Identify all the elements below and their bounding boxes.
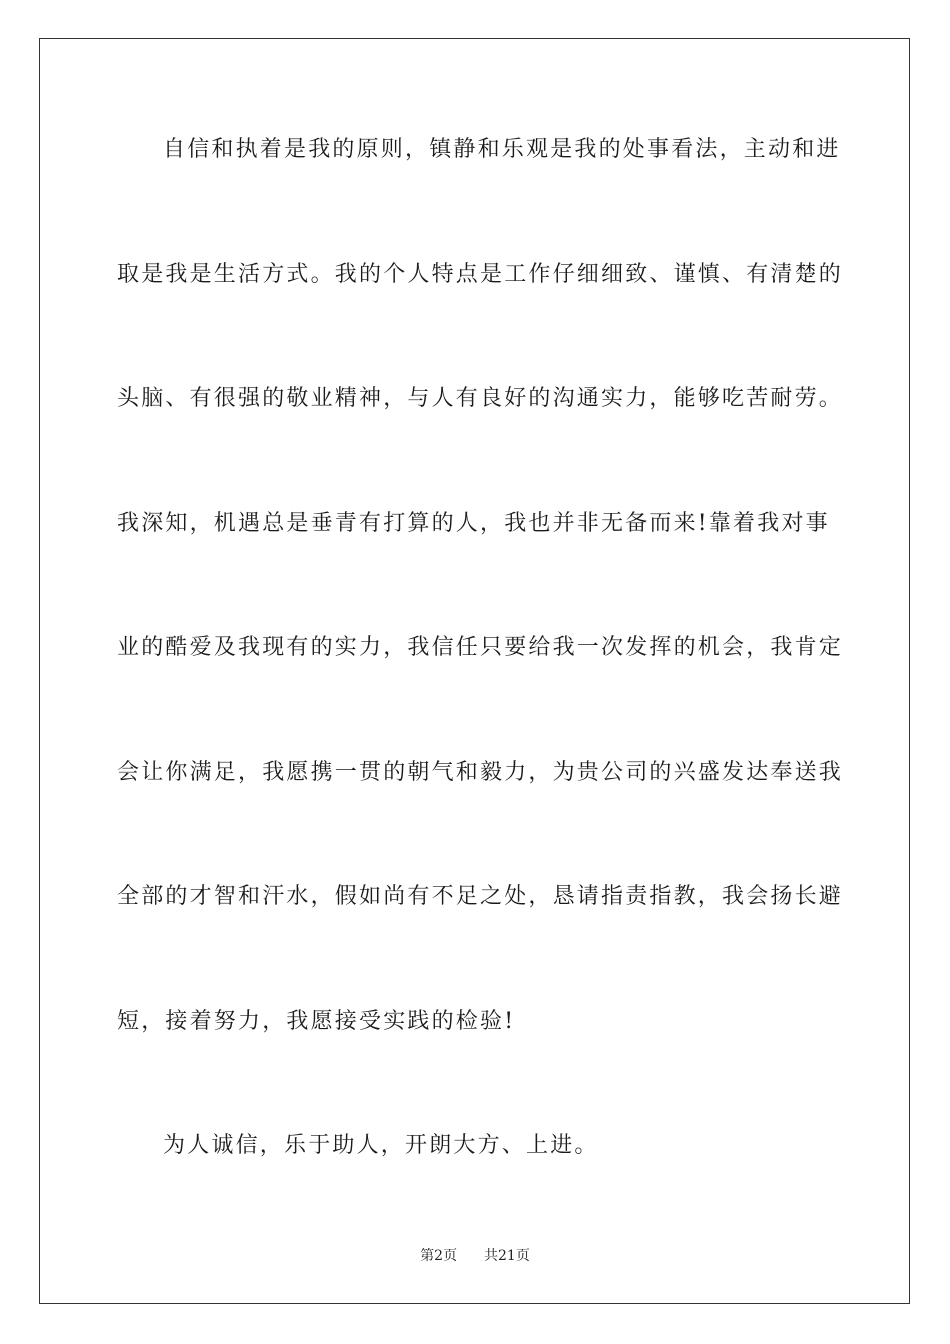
paragraph-line: 我深知，机遇总是垂青有打算的人，我也并非无备而来!靠着我对事 (117, 511, 830, 536)
page-border (39, 38, 910, 1304)
paragraph-line: 头脑、有很强的敬业精神，与人有良好的沟通实力，能够吃苦耐劳。 (117, 386, 844, 411)
page-footer (0, 1247, 950, 1265)
paragraph-line: 全部的才智和汗水，假如尚有不足之处，恳请指责指教，我会扬长避 (117, 884, 844, 909)
paragraph-line: 业的酷爱及我现有的实力，我信任只要给我一次发挥的机会，我肯定 (117, 635, 844, 660)
page-number: 第2页 (420, 1248, 458, 1264)
paragraph-line: 取是我是生活方式。我的个人特点是工作仔细细致、谨慎、有清楚的 (117, 262, 844, 287)
paragraph-line: 为人诚信，乐于助人，开朗大方、上进。 (163, 1133, 599, 1158)
total-pages: 共21页 (484, 1248, 530, 1264)
paragraph-line: 短，接着努力，我愿接受实践的检验! (117, 1009, 516, 1034)
paragraph-line: 自信和执着是我的原则，镇静和乐观是我的处事看法，主动和进 (163, 137, 841, 162)
paragraph-line: 会让你满足，我愿携一贯的朝气和毅力，为贵公司的兴盛发达奉送我 (117, 760, 844, 785)
